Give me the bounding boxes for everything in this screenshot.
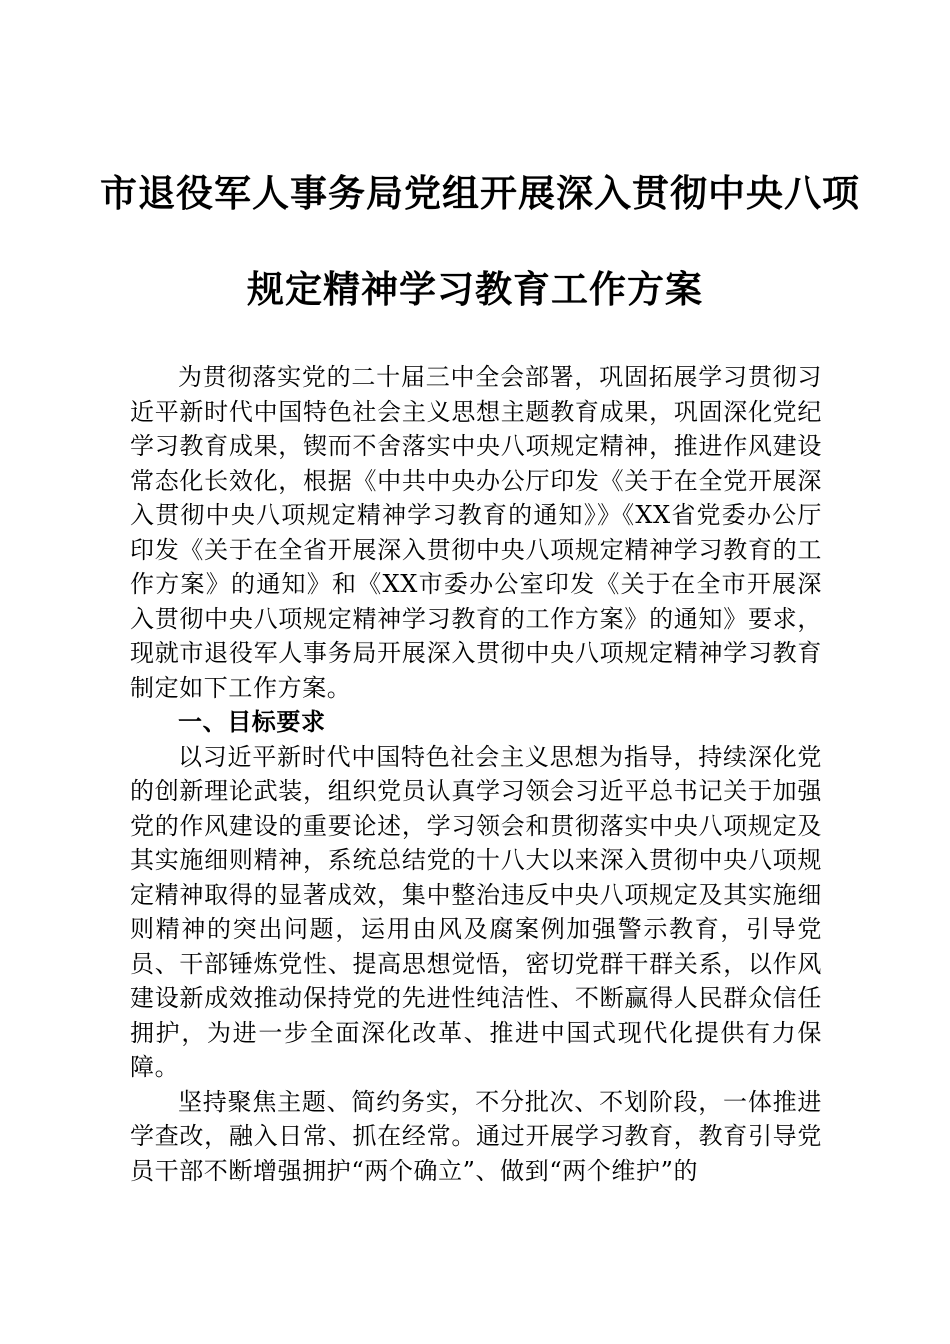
document-title-line-1: 市退役军人事务局党组开展深入贯彻中央八项 [100,171,860,215]
document-title-line-2: 规定精神学习教育工作方案 [247,267,703,311]
intro-paragraph: 为贯彻落实党的二十届三中全会部署，巩固拓展学习贯彻习近平新时代中国特色社会主义思想主题教育成果，巩固深化党纪学习教育成果，锲而不舍落实中央八项规定精神，推进作风建设常态化长效化，根据《中共中央办公厅印发《关于在全党开展深入贯彻中央八项规定精神学习教育的通知》》《XX省党委办公厅印发《关于在全省开展深入贯彻中央八项规定精神学习教育的工作方案》的通知》和《XX市委办公室印发《关于在全市开展深入贯彻中央八项规定精神学习教育的工作方案》的通知》要求，现就市退役军人事务局开展深入贯彻中央八项规定精神学习教育制定如下工作方案。 [130,363,822,702]
section-heading-goals: 一、目标要求 [178,708,326,736]
document-body [130,360,822,1188]
goals-paragraph-2: 坚持聚焦主题、简约务实，不分批次、不划阶段，一体推进学查改，融入日常、抓在经常。通过开展学习教育，教育引导党员干部不断增强拥护“两个确立”、做到“两个维护”的 [130,1087,822,1185]
goals-paragraph-1: 以习近平新时代中国特色社会主义思想为指导，持续深化党的创新理论武装，组织党员认真学习领会习近平总书记关于加强党的作风建设的重要论述，学习领会和贯彻落实中央八项规定及其实施细则精神，系统总结党的十八大以来深入贯彻中央八项规定精神取得的显著成效，集中整治违反中央八项规定及其实施细则精神的突出问题，运用由风及腐案例加强警示教育，引导党员、干部锤炼党性、提高思想觉悟，密切党群干群关系，以作风建设新成效推动保持党的先进性纯洁性、不断赢得人民群众信任拥护，为进一步全面深化改革、推进中国式现代化提供有力保障。 [130,742,822,1081]
